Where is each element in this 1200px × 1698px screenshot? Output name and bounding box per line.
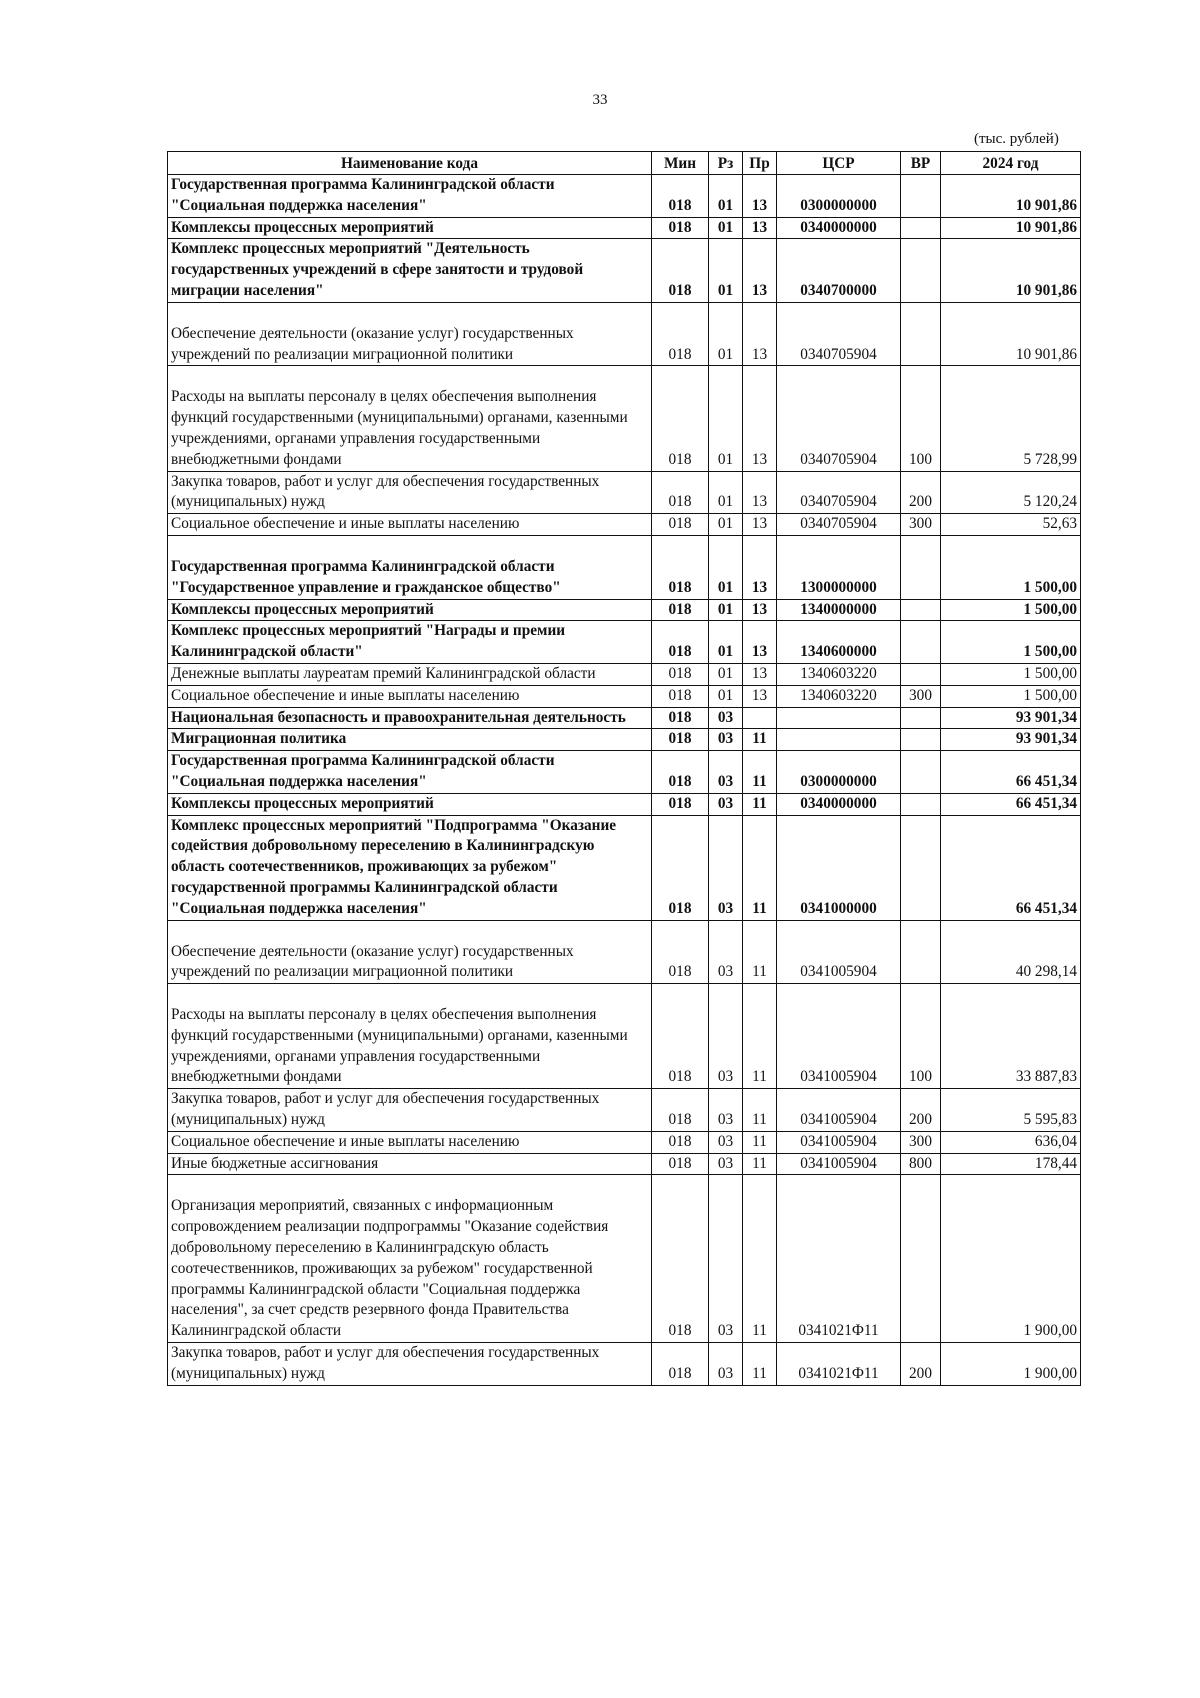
row-min: 018 <box>652 729 709 751</box>
row-pr: 13 <box>743 685 777 707</box>
row-rz: 03 <box>709 1131 743 1153</box>
row-name: Обеспечение деятельности (оказание услуг) государственных учреждений по реализации миграционной политики <box>168 302 652 366</box>
row-rz: 01 <box>709 663 743 685</box>
row-pr: 11 <box>743 1131 777 1153</box>
header-csr: ЦСР <box>777 152 901 175</box>
row-rz: 01 <box>709 599 743 621</box>
row-csr: 0341000000 <box>777 815 901 920</box>
row-rz: 03 <box>709 707 743 729</box>
row-amount: 33 887,83 <box>941 984 1081 1089</box>
row-rz: 01 <box>709 535 743 599</box>
row-min: 018 <box>652 920 709 984</box>
row-min: 018 <box>652 751 709 794</box>
row-min: 018 <box>652 599 709 621</box>
row-vr: 300 <box>901 685 941 707</box>
row-vr <box>901 793 941 815</box>
row-rz: 01 <box>709 175 743 218</box>
row-pr: 13 <box>743 471 777 514</box>
row-vr <box>901 729 941 751</box>
table-row <box>168 471 1081 514</box>
row-rz: 01 <box>709 366 743 471</box>
row-amount: 10 901,86 <box>941 217 1081 239</box>
row-amount: 10 901,86 <box>941 175 1081 218</box>
header-name: Наименование кода <box>168 152 652 175</box>
row-name: Комплекс процессных мероприятий "Деятельность государственных учреждений в сфере занятости и трудовой миграции населения" <box>168 239 652 302</box>
row-pr: 11 <box>743 1343 777 1386</box>
row-rz: 03 <box>709 1175 743 1343</box>
row-amount: 10 901,86 <box>941 302 1081 366</box>
row-min: 018 <box>652 984 709 1089</box>
row-min: 018 <box>652 302 709 366</box>
budget-table <box>167 151 1081 1386</box>
row-amount: 66 451,34 <box>941 751 1081 794</box>
row-pr: 13 <box>743 239 777 302</box>
row-csr: 0341005904 <box>777 920 901 984</box>
row-pr: 13 <box>743 621 777 664</box>
row-pr: 13 <box>743 366 777 471</box>
row-vr <box>901 751 941 794</box>
row-pr: 11 <box>743 751 777 794</box>
row-csr: 0300000000 <box>777 175 901 218</box>
row-rz: 03 <box>709 751 743 794</box>
table-row <box>168 621 1081 664</box>
header-pr: Пр <box>743 152 777 175</box>
table-row <box>168 514 1081 536</box>
row-csr: 0341005904 <box>777 1153 901 1175</box>
row-vr <box>901 707 941 729</box>
row-amount: 1 500,00 <box>941 663 1081 685</box>
row-csr <box>777 707 901 729</box>
row-amount: 40 298,14 <box>941 920 1081 984</box>
row-min: 018 <box>652 621 709 664</box>
row-min: 018 <box>652 175 709 218</box>
row-min: 018 <box>652 239 709 302</box>
row-csr: 0340000000 <box>777 793 901 815</box>
table-row <box>168 984 1081 1089</box>
row-csr: 0340000000 <box>777 217 901 239</box>
table-row <box>168 1343 1081 1386</box>
row-csr <box>777 729 901 751</box>
row-amount: 1 900,00 <box>941 1175 1081 1343</box>
row-rz: 03 <box>709 815 743 920</box>
row-rz: 01 <box>709 685 743 707</box>
row-pr: 13 <box>743 217 777 239</box>
row-pr: 11 <box>743 1175 777 1343</box>
row-name: Комплексы процессных мероприятий <box>168 793 652 815</box>
row-pr: 13 <box>743 175 777 218</box>
row-pr: 13 <box>743 663 777 685</box>
row-name: Государственная программа Калининградской области "Государственное управление и гражданское общество" <box>168 535 652 599</box>
row-csr: 1340603220 <box>777 663 901 685</box>
row-name: Государственная программа Калининградской области "Социальная поддержка населения" <box>168 175 652 218</box>
row-csr: 0341005904 <box>777 1089 901 1132</box>
row-vr <box>901 239 941 302</box>
table-row <box>168 1089 1081 1132</box>
row-min: 018 <box>652 815 709 920</box>
row-name: Государственная программа Калининградской области "Социальная поддержка населения" <box>168 751 652 794</box>
row-min: 018 <box>652 685 709 707</box>
table-row <box>168 1131 1081 1153</box>
row-amount: 5 595,83 <box>941 1089 1081 1132</box>
row-amount: 636,04 <box>941 1131 1081 1153</box>
table-row <box>168 685 1081 707</box>
row-csr: 0340705904 <box>777 514 901 536</box>
table-row <box>168 535 1081 599</box>
row-min: 018 <box>652 217 709 239</box>
row-amount: 93 901,34 <box>941 707 1081 729</box>
row-vr <box>901 621 941 664</box>
row-csr: 0300000000 <box>777 751 901 794</box>
table-row <box>168 366 1081 471</box>
row-name: Расходы на выплаты персоналу в целях обеспечения выполнения функций государственными (муниципальными) органами, казенными учреждениями, органами управления государственными внебюджетными фондами <box>168 984 652 1089</box>
row-vr <box>901 535 941 599</box>
row-name: Социальное обеспечение и иные выплаты населению <box>168 514 652 536</box>
row-min: 018 <box>652 514 709 536</box>
row-amount: 52,63 <box>941 514 1081 536</box>
row-name: Миграционная политика <box>168 729 652 751</box>
row-min: 018 <box>652 535 709 599</box>
row-name: Закупка товаров, работ и услуг для обеспечения государственных (муниципальных) нужд <box>168 1343 652 1386</box>
table-row <box>168 1175 1081 1343</box>
row-amount: 93 901,34 <box>941 729 1081 751</box>
row-name: Расходы на выплаты персоналу в целях обеспечения выполнения функций государственными (муниципальными) органами, казенными учреждениями, органами управления государственными внебюджетными фондами <box>168 366 652 471</box>
row-csr: 0341021Ф11 <box>777 1343 901 1386</box>
row-csr: 1340603220 <box>777 685 901 707</box>
row-amount: 1 500,00 <box>941 621 1081 664</box>
row-vr: 200 <box>901 1089 941 1132</box>
row-pr: 13 <box>743 599 777 621</box>
row-pr <box>743 707 777 729</box>
row-csr: 1340600000 <box>777 621 901 664</box>
row-rz: 03 <box>709 920 743 984</box>
row-name: Денежные выплаты лауреатам премий Калининградской области <box>168 663 652 685</box>
row-amount: 66 451,34 <box>941 815 1081 920</box>
row-min: 018 <box>652 707 709 729</box>
row-rz: 03 <box>709 984 743 1089</box>
row-name: Организация мероприятий, связанных с информационным сопровождением реализации подпрограммы "Оказание содействия добровольному переселению в Калининградскую область соотечественников, проживающих за рубежом" государственной программы Калининградской области "Социальная поддержка населения", за счет средств резервного фонда Правительства Калининградской области <box>168 1175 652 1343</box>
row-name: Комплексы процессных мероприятий <box>168 599 652 621</box>
row-name: Закупка товаров, работ и услуг для обеспечения государственных (муниципальных) нужд <box>168 471 652 514</box>
row-csr: 0341005904 <box>777 984 901 1089</box>
row-amount: 5 120,24 <box>941 471 1081 514</box>
row-csr: 0340705904 <box>777 366 901 471</box>
row-vr: 800 <box>901 1153 941 1175</box>
row-vr <box>901 175 941 218</box>
row-rz: 03 <box>709 729 743 751</box>
row-name: Национальная безопасность и правоохранительная деятельность <box>168 707 652 729</box>
row-amount: 1 900,00 <box>941 1343 1081 1386</box>
row-amount: 1 500,00 <box>941 685 1081 707</box>
row-rz: 03 <box>709 1343 743 1386</box>
row-amount: 1 500,00 <box>941 599 1081 621</box>
row-rz: 01 <box>709 302 743 366</box>
row-min: 018 <box>652 663 709 685</box>
row-vr: 300 <box>901 514 941 536</box>
row-vr <box>901 599 941 621</box>
row-pr: 11 <box>743 729 777 751</box>
row-vr: 300 <box>901 1131 941 1153</box>
header-rz: Рз <box>709 152 743 175</box>
table-row <box>168 920 1081 984</box>
row-rz: 03 <box>709 793 743 815</box>
row-min: 018 <box>652 1153 709 1175</box>
row-pr: 13 <box>743 302 777 366</box>
table-row <box>168 729 1081 751</box>
row-rz: 01 <box>709 514 743 536</box>
row-min: 018 <box>652 366 709 471</box>
row-vr <box>901 217 941 239</box>
row-pr: 11 <box>743 1089 777 1132</box>
row-vr <box>901 663 941 685</box>
row-csr: 1340000000 <box>777 599 901 621</box>
row-min: 018 <box>652 1089 709 1132</box>
row-pr: 11 <box>743 815 777 920</box>
table-row <box>168 239 1081 302</box>
units-label: (тыс. рублей) <box>974 131 1059 147</box>
row-min: 018 <box>652 1175 709 1343</box>
row-rz: 03 <box>709 1153 743 1175</box>
row-csr: 0340705904 <box>777 471 901 514</box>
table-row <box>168 1153 1081 1175</box>
row-min: 018 <box>652 1343 709 1386</box>
row-csr: 0341021Ф11 <box>777 1175 901 1343</box>
table-row <box>168 793 1081 815</box>
row-amount: 178,44 <box>941 1153 1081 1175</box>
row-pr: 13 <box>743 514 777 536</box>
table-row <box>168 599 1081 621</box>
table-row <box>168 663 1081 685</box>
row-pr: 11 <box>743 920 777 984</box>
header-min: Мин <box>652 152 709 175</box>
row-vr: 100 <box>901 366 941 471</box>
table-row <box>168 175 1081 218</box>
page-number: 33 <box>592 92 608 108</box>
row-vr <box>901 1175 941 1343</box>
row-csr: 1300000000 <box>777 535 901 599</box>
row-amount: 66 451,34 <box>941 793 1081 815</box>
row-vr <box>901 920 941 984</box>
table-row <box>168 217 1081 239</box>
row-vr: 200 <box>901 471 941 514</box>
row-pr: 11 <box>743 984 777 1089</box>
row-pr: 13 <box>743 535 777 599</box>
row-min: 018 <box>652 471 709 514</box>
row-vr: 200 <box>901 1343 941 1386</box>
row-vr <box>901 815 941 920</box>
row-name: Социальное обеспечение и иные выплаты населению <box>168 1131 652 1153</box>
row-csr: 0340705904 <box>777 302 901 366</box>
table-header-row <box>168 152 1081 175</box>
row-name: Обеспечение деятельности (оказание услуг) государственных учреждений по реализации миграционной политики <box>168 920 652 984</box>
row-vr <box>901 302 941 366</box>
row-pr: 11 <box>743 793 777 815</box>
row-name: Иные бюджетные ассигнования <box>168 1153 652 1175</box>
row-amount: 10 901,86 <box>941 239 1081 302</box>
row-rz: 01 <box>709 217 743 239</box>
row-amount: 1 500,00 <box>941 535 1081 599</box>
table-row <box>168 707 1081 729</box>
row-min: 018 <box>652 793 709 815</box>
header-vr: ВР <box>901 152 941 175</box>
table-row <box>168 302 1081 366</box>
row-pr: 11 <box>743 1153 777 1175</box>
row-rz: 01 <box>709 621 743 664</box>
row-min: 018 <box>652 1131 709 1153</box>
row-name: Комплекс процессных мероприятий "Подпрограмма "Оказание содействия добровольному переселению в Калининградскую область соотечественников, проживающих за рубежом" государственной программы Калининградской области "Социальная поддержка населения" <box>168 815 652 920</box>
table-row <box>168 751 1081 794</box>
row-csr: 0341005904 <box>777 1131 901 1153</box>
row-rz: 01 <box>709 239 743 302</box>
row-rz: 03 <box>709 1089 743 1132</box>
row-name: Закупка товаров, работ и услуг для обеспечения государственных (муниципальных) нужд <box>168 1089 652 1132</box>
row-rz: 01 <box>709 471 743 514</box>
row-name: Социальное обеспечение и иные выплаты населению <box>168 685 652 707</box>
table-row <box>168 815 1081 920</box>
row-name: Комплекс процессных мероприятий "Награды и премии Калининградской области" <box>168 621 652 664</box>
row-name: Комплексы процессных мероприятий <box>168 217 652 239</box>
row-vr: 100 <box>901 984 941 1089</box>
row-amount: 5 728,99 <box>941 366 1081 471</box>
header-year: 2024 год <box>941 152 1081 175</box>
row-csr: 0340700000 <box>777 239 901 302</box>
